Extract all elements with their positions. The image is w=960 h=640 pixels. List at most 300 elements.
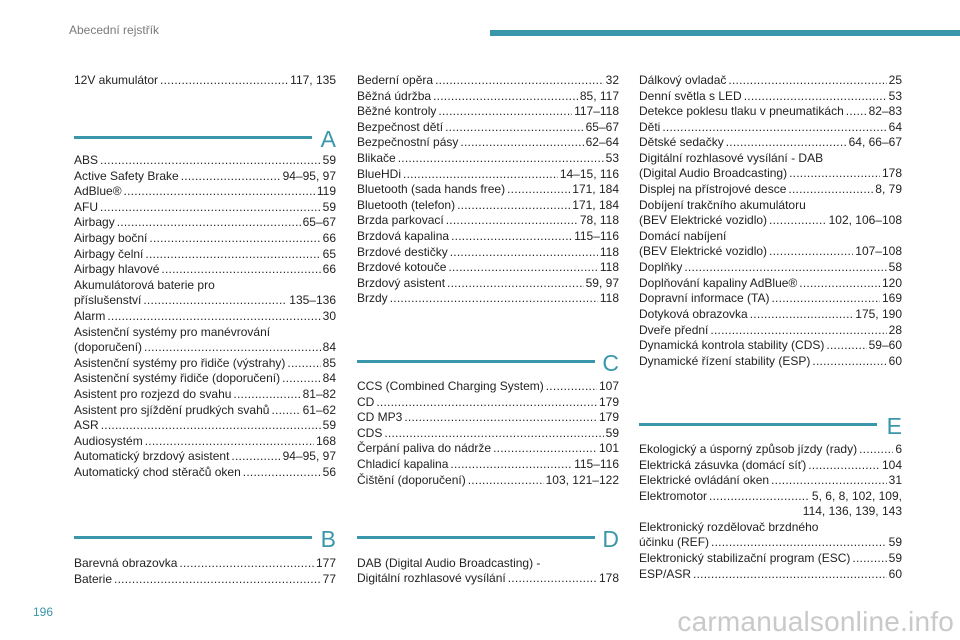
entry-pages: 6 [895,442,902,456]
index-entry [357,151,619,166]
index-entry [357,410,619,425]
dot-leader [507,182,570,197]
entry-row [639,354,902,369]
index-entry [639,442,902,457]
dot-leader [271,403,300,418]
entry-pages: 107–108 [855,244,902,258]
entry-term: Denní světla s LED [639,88,742,103]
dot-leader [826,338,866,353]
entry-row [639,135,902,150]
dot-leader [231,449,280,464]
index-entry [357,89,619,104]
dot-leader [859,442,893,457]
entry-row [357,104,619,119]
entry-pages: 175, 190 [855,307,902,321]
entry-pages: 115–116 [574,457,619,471]
entry-pages: 66 [322,231,336,245]
index-entry [639,567,902,582]
dot-leader [149,231,320,246]
dot-leader [662,120,886,135]
entry-pages: 28 [888,322,902,337]
dot-leader [789,166,880,181]
header-title: Abecední rejstřík [69,23,160,37]
dot-leader [771,473,887,488]
entry-row [74,403,336,418]
entry-pages: 82–83 [868,104,902,119]
dot-leader [435,73,604,88]
entry-pages: 62–64 [585,135,619,150]
entry-pages: 77 [322,571,336,586]
entry-term: AFU [74,199,98,214]
entry-pages: 102, 106–108 [828,212,902,227]
index-entry [357,260,619,275]
dot-leader [181,169,281,184]
dot-leader [403,167,558,182]
dot-leader [446,213,578,228]
entry-pages: 101 [598,441,619,456]
entry-pages: 85 [322,355,336,370]
entry-term: Brzdové kotouče [357,260,447,275]
index-entry [357,182,619,197]
entry-pages: 171, 184 [572,182,619,197]
entry-term: Bezpečnost dětí [357,119,444,134]
index-entry [357,229,619,244]
entry-pages: 117, 135 [290,73,336,87]
index-entry [74,465,336,480]
dot-leader [812,354,886,369]
dot-leader [457,198,570,213]
header-accent-bar [490,30,960,36]
entry-term: Asistenční systémy pro řidiče (výstrahy) [74,355,286,370]
index-entry [357,73,619,88]
dot-leader [398,151,604,166]
section-header-e [639,413,902,443]
entry-term: Dynamická kontrola stability (CDS) [639,338,825,353]
dot-leader [460,135,583,150]
index-entry [639,473,902,488]
index-entry [639,458,902,473]
entry-pages: 84 [322,339,336,354]
dot-leader [769,244,853,259]
entry-term: ESP/ASR [639,566,692,581]
dot-leader [390,291,598,306]
entry-term: Doplňování kapaliny AdBlue® [639,275,798,290]
entry-pages-continued: 114, 136, 139, 143 [802,503,902,518]
entry-pages: 60 [888,353,902,368]
entry-row [639,338,902,353]
entry-row [357,151,619,166]
entry-row [357,213,619,228]
index-entry [357,104,619,119]
entry-pages: 58 [888,260,902,275]
footer-watermark: carmanualsonline.info [677,606,954,637]
index-entry [74,247,336,262]
entry-term: Dveře přední [639,322,709,337]
index-entry [639,323,902,338]
entry-term: Dětské sedačky [639,135,724,150]
entry-pages: 56 [322,465,336,479]
entry-pages: 119 [316,184,336,199]
entry-term: Bluetooth (telefon) [357,197,456,212]
dot-leader [114,572,321,587]
entry-pages: 94–95, 97 [282,168,336,183]
entry-pages: 53 [888,88,902,103]
index-entry [74,231,336,246]
entry-term: Brzda parkovací [357,213,444,228]
entry-pages: 169 [881,291,902,306]
entry-pages: 118 [599,291,619,306]
section-rule [639,423,877,426]
entry-pages: 118 [599,244,619,259]
entry-row [357,245,619,260]
dot-leader [161,262,320,277]
index-entry [74,278,336,308]
entry-term: Elektronický stabilizační program (ESC) [639,551,851,566]
dot-leader [404,410,597,425]
entry-term: Dopravní informace (TA) [639,291,770,306]
dot-leader [448,260,597,275]
index-entry [357,379,619,394]
entry-term: Děti [639,119,661,134]
entry-term: Asistenční systémy řidiče (doporučení) [74,371,281,386]
dot-leader [750,307,854,322]
entry-term: Digitální rozhlasové vysílání [357,571,506,585]
entry-pages: 171, 184 [572,197,619,212]
entry-term-line: DAB (Digital Audio Broadcasting) - [357,556,541,570]
entry-term: ASR [74,418,99,433]
dot-leader [282,371,321,386]
dot-leader [233,387,300,402]
index-entry [74,309,336,324]
dot-leader [124,184,315,199]
entry-term: Doplňky [639,260,683,275]
entry-pages: 32 [605,73,619,87]
index-entry [639,307,902,322]
dot-leader [160,73,288,88]
dot-leader [100,153,321,168]
entry-term: Bezpečnostní pásy [357,135,459,150]
entry-term: Asistent pro sjíždění prudkých svahů [74,402,270,417]
dot-leader [728,73,886,88]
entry-row [357,291,619,306]
entry-row [74,387,336,402]
entry-row [357,441,619,456]
section-header-d [357,526,619,556]
entry-term: Elektrická zásuvka (domácí síť) [639,457,807,472]
entry-term: Brzdové destičky [357,244,448,259]
entry-term: Elektromotor [639,488,708,503]
entry-pages: 120 [881,275,902,290]
section-header-a [74,126,336,156]
entry-row [74,434,336,449]
entry-term: Brzdový asistent [357,275,446,290]
entry-row [357,89,619,104]
entry-pages: 81–82 [302,387,336,401]
entry-row [74,340,336,355]
dot-leader [179,556,314,571]
index-entry [639,276,902,291]
entry-pages: 178 [598,571,619,585]
entry-term: Bederní opěra [357,73,434,87]
entry-row [639,260,902,275]
entry-row [639,73,902,88]
entry-row [357,135,619,150]
dot-leader [546,379,597,394]
entry-term: 12V akumulátor [74,73,159,87]
entry-pages: 14–15, 116 [559,166,619,181]
entry-row [357,473,619,488]
dot-leader [451,229,572,244]
page-number: 196 [33,605,54,619]
entry-term: (BEV Elektrické vozidlo) [639,244,768,258]
index-entry [74,371,336,386]
entry-row [357,73,619,88]
entry-term: Dotyková obrazovka [639,307,748,321]
entry-row [639,244,902,259]
index-entry [74,262,336,277]
entry-term: Airbagy [74,215,115,230]
entry-row [74,262,336,277]
entry-row [357,571,619,586]
entry-pages: 66 [322,262,336,277]
entry-row [357,198,619,213]
entry-pages: 94–95, 97 [282,449,336,464]
entry-row [639,323,902,338]
index-entry [639,551,902,566]
entry-row [74,184,336,199]
dot-leader [376,395,597,410]
entry-pages: 178 [881,166,902,180]
section-letter-a: A [320,126,336,152]
index-entry [74,169,336,184]
entry-row [639,535,902,550]
entry-term: CCS (Combined Charging System) [357,379,544,393]
entry-row [74,465,336,480]
index-entry [74,387,336,402]
entry-term-line: Akumulátorová baterie pro [74,277,215,292]
dot-leader [508,571,597,586]
entry-row [74,169,336,184]
index-entry [639,489,902,519]
entry-pages: 30 [322,309,336,323]
entry-term: Detekce poklesu tlaku v pneumatikách [639,104,844,119]
entry-row [357,410,619,425]
index-entry [639,338,902,353]
entry-term: CD [357,394,375,409]
section-rule [74,536,312,539]
index-entry [357,135,619,150]
entry-term: Brzdy [357,291,388,306]
index-entry [74,356,336,371]
entry-row [357,260,619,275]
entry-row [357,120,619,135]
entry-term: Automatický brzdový asistent [74,449,230,464]
entry-row [74,73,336,88]
entry-row [639,489,902,504]
entry-pages: 65–67 [302,215,336,230]
entry-pages: 60 [888,566,902,581]
section-rule [74,136,312,139]
entry-term-line: Domácí nabíjení [639,229,727,243]
index-entry [639,260,902,275]
entry-row [357,379,619,394]
entry-term: Active Safety Brake [74,168,179,183]
entry-pages: 104 [881,457,902,472]
entry-term: Elektrické ovládání oken [639,473,770,488]
entry-row [74,153,336,168]
dot-leader [144,340,321,355]
index-entry [74,572,336,587]
index-entry [639,104,902,119]
index-entry [74,73,336,88]
entry-term: BlueHDi [357,166,402,181]
dot-leader [769,213,827,228]
index-entry [357,291,619,306]
entry-row [74,200,336,215]
entry-row [357,229,619,244]
dot-leader [709,489,810,504]
entry-term: Chladicí kapalina [357,457,449,471]
entry-pages: 59–60 [868,338,902,353]
entry-term: Brzdová kapalina [357,229,450,243]
entry-term-line: Dobíjení trakčního akumulátoru [639,197,806,212]
entry-row [74,371,336,386]
entry-row [357,167,619,182]
index-entry [74,403,336,418]
index-entry [74,200,336,215]
index-entry [74,418,336,433]
section-letter-c: C [602,350,619,376]
entry-row [74,572,336,587]
index-entry [357,120,619,135]
dot-leader [726,135,847,150]
entry-term: Čerpání paliva do nádrže [357,441,492,456]
entry-term-line: Elektronický rozdělovač brzdného [639,520,819,534]
entry-term: Čištění (doporučení) [357,472,466,487]
entry-row [74,247,336,262]
entry-pages: 78, 118 [579,213,619,228]
dot-leader [684,260,886,275]
entry-pages: 53 [605,151,619,165]
dot-leader [450,245,598,260]
entry-row [639,182,902,197]
dot-leader [100,200,321,215]
entry-row [639,120,902,135]
index-entry [639,89,902,104]
entry-pages: 59 [888,535,902,549]
index-entry [639,520,902,550]
entry-term: Běžné kontroly [357,104,437,119]
entry-term: CD MP3 [357,410,403,425]
entry-row [639,291,902,306]
entry-row [639,213,902,228]
dot-leader [852,551,886,566]
dot-leader [744,89,887,104]
dot-leader [846,104,867,119]
index-entry [74,556,336,571]
entry-row [74,231,336,246]
entry-row [357,182,619,197]
entry-pages: 85, 117 [579,88,619,103]
entry-term: Ekologický a úsporný způsob jízdy (rady) [639,442,858,456]
entry-term: (BEV Elektrické vozidlo) [639,212,768,227]
index-entry [639,151,902,181]
entry-row [74,293,336,308]
entry-pages: 25 [888,73,902,87]
dot-leader [808,458,880,473]
entry-pages: 118 [599,260,619,275]
entry-row [357,395,619,410]
entry-pages: 179 [598,394,619,409]
entry-pages: 64, 66–67 [848,135,902,150]
dot-leader [711,535,887,550]
entry-term: AdBlue® [74,184,122,199]
index-entry [357,473,619,488]
entry-term: Baterie [74,571,113,586]
entry-row [74,418,336,433]
entry-pages: 5, 6, 8, 102, 109, [811,488,902,503]
dot-leader [445,120,584,135]
entry-pages: 84 [322,371,336,386]
entry-pages: 117–118 [574,104,619,119]
entry-term: Dálkový ovladač [639,73,727,87]
entry-row [639,166,902,181]
entry-term: Bluetooth (sada hands free) [357,182,506,197]
section-rule [357,360,595,363]
entry-row [639,104,902,119]
entry-pages: 31 [888,473,902,488]
dot-leader [384,426,603,441]
index-entry [639,198,902,228]
entry-pages: 59 [888,551,902,566]
index-entry [357,276,619,291]
section-header-c [357,350,619,380]
entry-term: Airbagy hlavové [74,262,160,277]
index-entry [357,556,619,586]
index-entry [357,213,619,228]
entry-term: účinku (REF) [639,535,710,549]
entry-term: Asistent pro rozjezd do svahu [74,387,232,401]
entry-term: Běžná údržba [357,88,432,103]
dot-leader [788,182,873,197]
dot-leader [101,418,321,433]
entry-pages: 59 [605,425,619,440]
entry-row [74,556,336,571]
index-entry [357,245,619,260]
section-rule [357,536,595,539]
entry-row [74,449,336,464]
entry-row [639,473,902,488]
entry-term: (doporučení) [74,339,143,354]
dot-leader [693,567,887,582]
index-entry [74,215,336,230]
entry-term: Blikače [357,151,396,165]
entry-row [357,426,619,441]
index-entry [639,73,902,88]
entry-row [357,276,619,291]
index-entry [639,135,902,150]
entry-term: příslušenství [74,292,142,307]
index-entry [357,167,619,182]
dot-leader [450,457,572,472]
entry-row [639,458,902,473]
entry-pages: 59 [322,418,336,433]
dot-leader [438,104,572,119]
entry-pages: 8, 79 [875,182,902,197]
entry-term: Barevná obrazovka [74,556,178,570]
entry-term: Airbagy čelní [74,246,144,261]
entry-term: Audiosystém [74,433,143,448]
